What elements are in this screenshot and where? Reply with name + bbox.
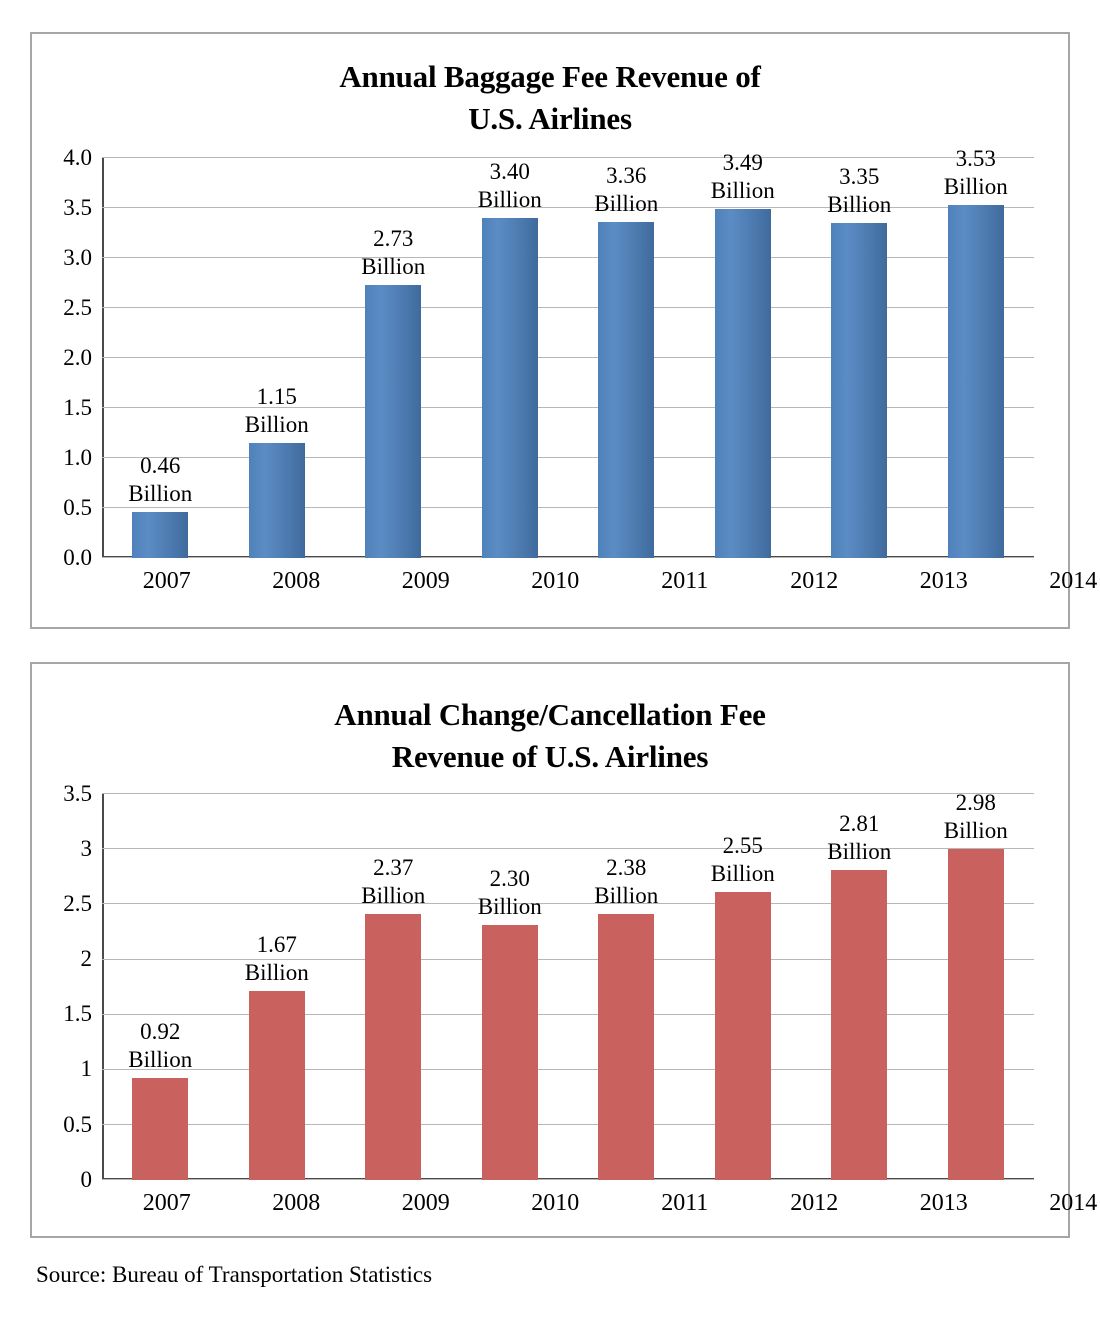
source-note: Source: Bureau of Transportation Statistics: [36, 1262, 433, 1287]
bar-unit: Billion: [361, 253, 426, 279]
bar-data-label: [711, 149, 775, 205]
bar-unit: Billion: [710, 860, 775, 886]
bar-2014[interactable]: [943, 789, 1008, 1180]
bar-value: 1.15: [256, 383, 297, 409]
bar-slot: [918, 789, 1035, 1180]
x-tick-label: 2009: [401, 567, 450, 594]
x-tick-label: 2007: [142, 1189, 191, 1216]
bar-value: 2.38: [606, 854, 647, 880]
chart-title-baggage-line-1: Annual Baggage Fee Revenue of: [339, 59, 761, 94]
y-tick-label: 1: [80, 1056, 92, 1082]
bar-data-label: [128, 1018, 192, 1074]
bar-data-label: [944, 145, 1008, 201]
bar-data-label: [711, 832, 775, 888]
bar-value: 3.49: [722, 149, 763, 175]
bar-data-label: [361, 854, 425, 910]
plot-area-change: [32, 780, 1068, 1192]
x-tick-label: 2012: [790, 567, 839, 594]
bar-value: 3.36: [606, 162, 647, 188]
bar-2009[interactable]: [361, 225, 426, 558]
chart-title-baggage: [102, 56, 998, 140]
chart-title-change-line-1: Annual Change/Cancellation Fee: [334, 697, 766, 732]
y-tick-label: 0.5: [63, 1111, 92, 1137]
bar-data-label: [594, 162, 658, 218]
bar-slot: [685, 794, 802, 1180]
bar-slot: [801, 794, 918, 1180]
x-tick-label: 2014: [1049, 1189, 1098, 1216]
plot-area-baggage: [32, 144, 1068, 570]
bar-2012[interactable]: [710, 149, 775, 558]
y-tick-label: 0.0: [63, 544, 92, 570]
chart-title-change: [102, 694, 998, 778]
bar-data-label: [478, 865, 542, 921]
bar-2008[interactable]: [244, 932, 309, 1180]
y-tick-label: 3.5: [63, 194, 92, 220]
bar-2011[interactable]: [594, 854, 659, 1180]
bar-value: 3.53: [955, 145, 996, 171]
x-tick-label: 2012: [790, 1189, 839, 1216]
x-tick-label: 2007: [142, 567, 191, 594]
bar-unit: Billion: [477, 893, 542, 919]
y-tick-label: 4.0: [63, 144, 92, 170]
bar-value: 2.55: [722, 832, 763, 858]
x-tick-label: 2011: [661, 1189, 709, 1216]
bar-slot: [452, 794, 569, 1180]
bar-unit: Billion: [943, 817, 1008, 843]
bar-2009[interactable]: [361, 854, 426, 1180]
bar-series-baggage: [102, 145, 1034, 558]
bar-slot: [102, 158, 219, 558]
bar-2011[interactable]: [594, 162, 659, 558]
bar-unit: Billion: [827, 191, 892, 217]
bar-slot: [918, 145, 1035, 558]
x-tick-label: 2010: [531, 1189, 580, 1216]
bar-data-label: [128, 452, 192, 508]
bar-slot: [685, 149, 802, 558]
y-axis-baggage: [32, 144, 100, 570]
bar-unit: Billion: [128, 1047, 193, 1073]
bar-data-label: [478, 158, 542, 214]
bar-data-label: [361, 225, 425, 281]
bar-data-label: [245, 931, 309, 987]
x-axis-baggage: [102, 558, 1100, 595]
x-tick-label: 2009: [401, 1189, 450, 1216]
bar-unit: Billion: [943, 173, 1008, 199]
bar-2010[interactable]: [477, 865, 542, 1180]
bar-slot: [568, 158, 685, 558]
bar-data-label: [827, 810, 891, 866]
y-tick-label: 1.5: [63, 394, 92, 420]
bar-value: 2.98: [955, 789, 996, 815]
bar-series-change: [102, 789, 1034, 1180]
y-tick-label: 2: [80, 946, 92, 972]
y-tick-label: 1.5: [63, 1001, 92, 1027]
bar-unit: Billion: [594, 882, 659, 908]
bar-unit: Billion: [361, 882, 426, 908]
bar-value: 3.35: [839, 163, 880, 189]
bar-value: 2.81: [839, 810, 880, 836]
bar-unit: Billion: [477, 186, 542, 212]
x-tick-label: 2008: [272, 567, 321, 594]
bar-unit: Billion: [128, 480, 193, 506]
bar-slot: [102, 794, 219, 1180]
x-tick-label: 2013: [919, 567, 968, 594]
bar-slot: [452, 158, 569, 558]
bar-unit: Billion: [827, 838, 892, 864]
bar-2007[interactable]: [128, 1019, 193, 1179]
bar-2008[interactable]: [244, 383, 309, 558]
y-tick-label: 1.0: [63, 444, 92, 470]
bar-2014[interactable]: [943, 145, 1008, 558]
bar-2012[interactable]: [710, 832, 775, 1180]
y-tick-label: 0.5: [63, 494, 92, 520]
bar-unit: Billion: [244, 960, 309, 986]
bar-value: 2.30: [489, 865, 530, 891]
y-tick-label: 3: [80, 835, 92, 861]
x-tick-label: 2013: [919, 1189, 968, 1216]
bar-slot: [801, 158, 918, 558]
chart-title-baggage-line-2: U.S. Airlines: [468, 100, 632, 136]
bar-slot: [568, 794, 685, 1180]
bar-unit: Billion: [710, 177, 775, 203]
y-tick-label: 3.5: [63, 780, 92, 806]
x-tick-label: 2008: [272, 1189, 321, 1216]
bar-value: 0.92: [140, 1019, 181, 1045]
bar-data-label: [594, 854, 658, 910]
x-tick-label: 2010: [531, 567, 580, 594]
bar-unit: Billion: [244, 411, 309, 437]
y-tick-label: 2.0: [63, 344, 92, 370]
bar-value: 1.67: [256, 932, 297, 958]
bar-value: 2.37: [373, 854, 414, 880]
bar-slot: [219, 794, 336, 1180]
bar-data-label: [827, 163, 891, 219]
x-axis-change: [102, 1180, 1100, 1217]
x-tick-label: 2011: [661, 567, 709, 594]
bar-slot: [335, 794, 452, 1180]
bar-slot: [335, 158, 452, 558]
bar-data-label: [944, 789, 1008, 845]
bar-value: 2.73: [373, 225, 414, 251]
chart-panel-change-cancellation-fee-revenue: [30, 662, 1098, 1238]
bar-value: 3.40: [489, 158, 530, 184]
bar-2007[interactable]: [128, 452, 193, 558]
y-tick-label: 2.5: [63, 294, 92, 320]
x-tick-label: 2014: [1049, 567, 1098, 594]
y-tick-label: 0: [80, 1166, 92, 1192]
bar-2010[interactable]: [477, 158, 542, 558]
bar-unit: Billion: [594, 190, 659, 216]
bar-value: 0.46: [140, 452, 181, 478]
bar-2013[interactable]: [827, 810, 892, 1180]
y-tick-label: 3.0: [63, 244, 92, 270]
bar-slot: [219, 158, 336, 558]
chart-panel-baggage-fee-revenue: [30, 32, 1098, 629]
chart-title-change-line-2: Revenue of U.S. Airlines: [391, 738, 709, 774]
y-axis-change: [32, 780, 100, 1192]
bar-2013[interactable]: [827, 163, 892, 558]
bar-data-label: [245, 383, 309, 439]
y-tick-label: 2.5: [63, 890, 92, 916]
